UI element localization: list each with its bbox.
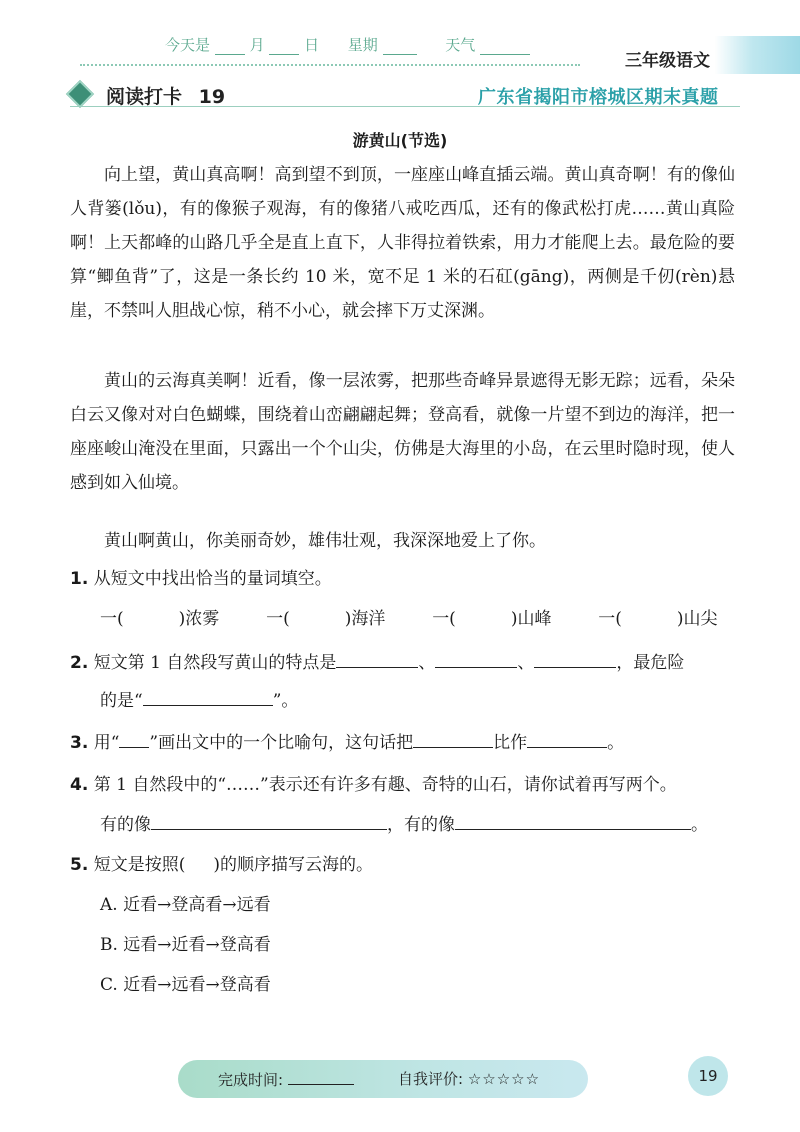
question-4 [70, 768, 677, 802]
q2-line2-a: 的是“ [100, 691, 143, 711]
question-4-line2 [100, 808, 708, 842]
card-title [106, 82, 225, 109]
q4-lead: 有的像 [100, 815, 151, 835]
story-title: 游黄山(节选) [352, 131, 448, 150]
q1-item-4: )山尖 [676, 609, 718, 629]
q1-item-1: )浓雾 [178, 609, 220, 629]
paragraph-2: 黄山的云海真美啊！近看，像一层浓雾，把那些奇峰异景遮得无影无踪；远看，朵朵白云又像对对白色蝴蝶，围绕着山峦翩翩起舞；登高看，就像一片望不到边的海洋，把一座座峻山淹没在里面，只露出一个个山尖，仿佛是大海里的小岛，在云里时隐时现，使人感到如入仙境。 [70, 371, 735, 493]
q1-item-3: )山峰 [510, 609, 552, 629]
q1-prefix-2: 一( [266, 609, 290, 629]
day-blank[interactable] [269, 38, 299, 55]
q1-number: 1. [70, 569, 89, 589]
q4-blank-2[interactable] [455, 809, 691, 830]
q1-item-2: )海洋 [344, 609, 386, 629]
diamond-icon [66, 80, 94, 108]
question-2 [70, 646, 684, 680]
q3-c: 比作 [493, 733, 528, 753]
paragraph-3: 黄山啊黄山，你美丽奇妙，雄伟壮观，我深深地爱上了你。 [104, 531, 546, 551]
eval-label: 自我评价: [398, 1070, 464, 1088]
q2-line2-b: ”。 [272, 691, 299, 711]
q2-sep-1: 、 [418, 653, 436, 673]
dotted-divider [80, 64, 580, 66]
q1-prefix-4: 一( [598, 609, 622, 629]
q4-mid: ，有的像 [387, 815, 455, 835]
question-1 [70, 562, 332, 596]
q4-end: 。 [691, 815, 708, 835]
star-rating-icon[interactable]: ☆☆☆☆☆ [467, 1070, 541, 1088]
q1-prefix-1: 一( [100, 609, 124, 629]
day-label: 日 [304, 36, 320, 54]
q2-sep-2: 、 [517, 653, 535, 673]
week-label: 星期 [347, 36, 378, 54]
source-label: 广东省揭阳市榕城区期末真题 [478, 87, 719, 108]
month-blank[interactable] [215, 38, 245, 55]
question-2-line2 [100, 684, 298, 718]
q5-a: 短文是按照( [93, 855, 186, 875]
completion-time [218, 1068, 354, 1090]
week-blank[interactable] [383, 38, 417, 55]
q4-blank-1[interactable] [151, 809, 387, 830]
q2-blank-1[interactable] [336, 647, 418, 668]
q2-blank-4[interactable] [143, 685, 273, 706]
question-3 [70, 726, 624, 760]
time-label: 完成时间: [218, 1071, 284, 1089]
self-evaluation [398, 1068, 540, 1089]
q3-blank-2[interactable] [527, 727, 607, 748]
q4-text: 第 1 自然段中的“……”表示还有许多有趣、奇特的山石，请你试着再写两个。 [93, 775, 677, 795]
paragraph-1: 向上望，黄山真高啊！高到望不到顶，一座座山峰直插云端。黄山真奇啊！有的像仙人背篓(lǒu)，有的像猴子观海，有的像猪八戒吃西瓜，还有的像武松打虎……黄山真险啊！上天都峰的山路几乎全是直上直下，人非得拉着铁索，用力才能爬上去。最危险的要算“鲫鱼背”了，这是一条长约 10 米，宽不足 1 米的石矼(gāng)，两侧是千仞(rèn)悬崖，不禁叫人胆战心惊，稍不小心，就会摔下万丈深渊。 [70, 165, 735, 321]
weather-label: 天气 [445, 36, 476, 54]
q3-number: 3. [70, 733, 89, 753]
question-5 [70, 848, 373, 882]
q5-option-c[interactable]: C. 近看→远看→登高看 [100, 975, 271, 995]
time-blank[interactable] [288, 1068, 354, 1085]
date-line [165, 34, 530, 55]
q2-blank-3[interactable] [534, 647, 616, 668]
q3-a: 用“ [93, 733, 120, 753]
q1-prefix-3: 一( [432, 609, 456, 629]
card-label: 阅读打卡 [106, 86, 183, 108]
grade-label: 三年级语文 [625, 51, 710, 71]
q5-b: )的顺序描写云海的。 [213, 855, 373, 875]
q3-underline-sample [119, 727, 149, 748]
q2-blank-2[interactable] [435, 647, 517, 668]
month-label: 月 [249, 36, 265, 54]
q5-number: 5. [70, 855, 89, 875]
q3-blank-1[interactable] [413, 727, 493, 748]
weather-blank[interactable] [480, 38, 530, 55]
card-number: 19 [198, 86, 226, 108]
header-rule [70, 106, 740, 107]
q4-number: 4. [70, 775, 89, 795]
q2-number: 2. [70, 653, 89, 673]
page-number: 19 [688, 1056, 728, 1096]
q3-b: ”画出文中的一个比喻句，这句话把 [149, 733, 414, 753]
q5-option-b[interactable]: B. 远看→近看→登高看 [100, 935, 271, 955]
q5-option-a[interactable]: A. 近看→登高看→远看 [100, 895, 271, 915]
q1-text: 从短文中找出恰当的量词填空。 [93, 569, 332, 589]
q2-text: 短文第 1 自然段写黄山的特点是 [93, 653, 337, 673]
q2-tail: ，最危险 [616, 653, 685, 673]
q1-blanks [100, 602, 718, 636]
today-label: 今天是 [165, 36, 211, 54]
q3-d: 。 [607, 733, 625, 753]
